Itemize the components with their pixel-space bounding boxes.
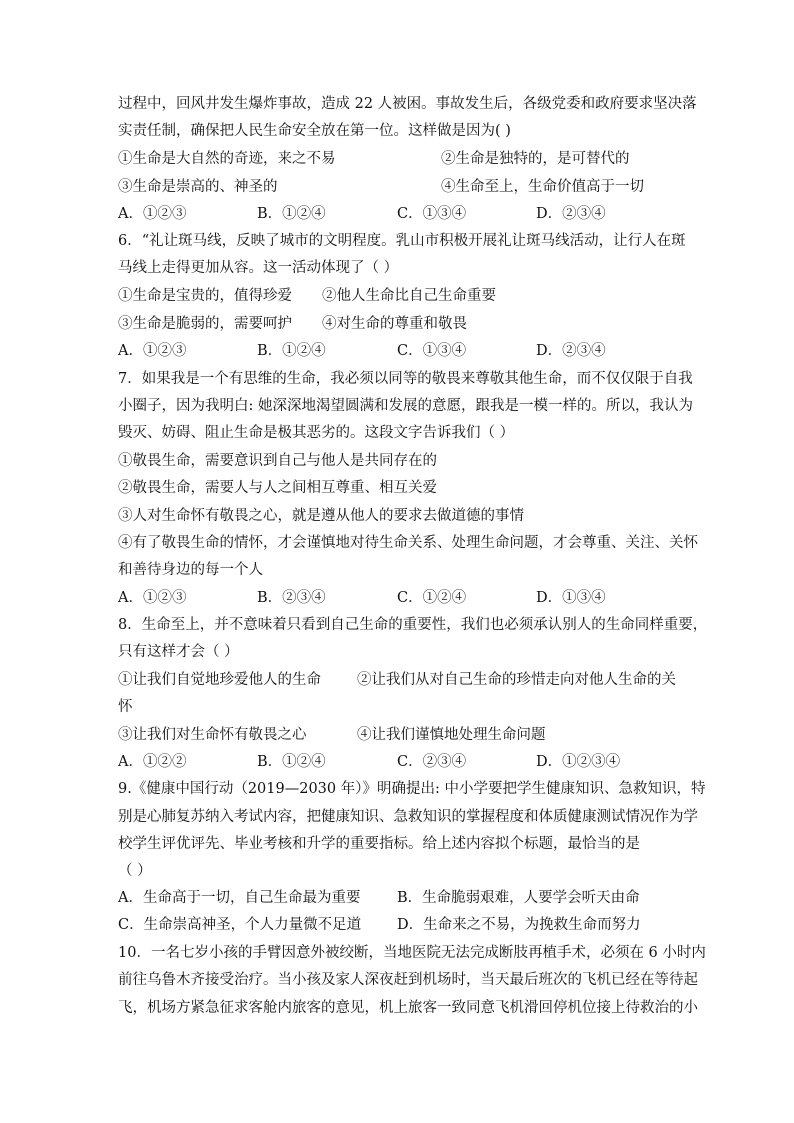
q9-choice-d: D．生命来之不易，为挽救生命而努力 bbox=[397, 917, 641, 933]
q6-choice-c: C．①③④ bbox=[397, 343, 467, 359]
q5-choice-c: C．①③④ bbox=[397, 206, 467, 222]
q10-stem-line-1: 10．一名七岁小孩的手臂因意外被绞断，当地医院无法完成断肢再植手术，必须在 6 小时内 bbox=[118, 945, 706, 961]
q7-statement-4-line-1: ④有了敬畏生命的情怀，才会谨慎地对待生命关系、处理生命问题，才会尊重、关注、关怀 bbox=[118, 535, 698, 551]
q8-stem-line-1: 8．生命至上，并不意味着只看到自己生命的重要性，我们也必须承认别人的生命同样重要， bbox=[118, 617, 708, 633]
q9-choice-c: C．生命崇高神圣，个人力量微不足道 bbox=[118, 917, 362, 933]
q8-statement-3: ③让我们对生命怀有敬畏之心 bbox=[118, 727, 307, 743]
q9-stem-line-2: 别是心肺复苏纳入考试内容，把健康知识、急救知识的掌握程度和体质健康测试情况作为学 bbox=[118, 809, 698, 825]
q5-choice-a: A．①②③ bbox=[118, 206, 187, 222]
q6-choice-b: B．①②④ bbox=[257, 343, 326, 359]
q6-statement-3: ③生命是脆弱的，需要呵护 bbox=[118, 316, 292, 332]
q6-choice-a: A．①②③ bbox=[118, 343, 187, 359]
q8-stem-line-2: 只有这样才会（ ） bbox=[118, 644, 239, 660]
q5-choice-d: D．②③④ bbox=[536, 206, 606, 222]
q7-choice-c: C．①②④ bbox=[397, 590, 467, 606]
q7-statement-2: ②敬畏生命，需要人与人之间相互尊重、相互关爱 bbox=[118, 480, 437, 496]
q5-choice-b: B．①②④ bbox=[257, 206, 326, 222]
q9-choice-a: A．生命高于一切，自己生命最为重要 bbox=[118, 890, 361, 906]
q8-choice-d: D．①②③④ bbox=[536, 754, 621, 770]
q8-choice-c: C．②③④ bbox=[397, 754, 467, 770]
q8-choice-a: A．①②② bbox=[118, 754, 187, 770]
q7-choice-a: A．①②③ bbox=[118, 590, 187, 606]
q9-stem-line-1: 9.《健康中国行动（2019—2030 年）》明确提出: 中小学要把学生健康知识、急救知识，特 bbox=[118, 781, 706, 797]
q8-statement-1: ①让我们自觉地珍爱他人的生命 bbox=[118, 672, 321, 688]
q7-statement-1: ①敬畏生命，需要意识到自己与他人是共同存在的 bbox=[118, 453, 437, 469]
q5-stem-line-2: 实责任制，确保把人民生命安全放在第一位。这样做是因为( ) bbox=[118, 123, 511, 139]
q5-stem-line-1: 过程中，回风井发生爆炸事故，造成 22 人被困。事故发生后，各级党委和政府要求坚决落 bbox=[118, 96, 697, 112]
q6-choice-d: D．②③④ bbox=[536, 343, 606, 359]
q6-stem-line-1: 6．“礼让斑马线，反映了城市的文明程度。乳山市积极开展礼让斑马线活动，让行人在斑 bbox=[118, 233, 686, 249]
q8-statement-2-line-1: ②让我们从对自己生命的珍惜走向对他人生命的关 bbox=[357, 672, 676, 688]
q7-stem-line-3: 毁灭、妨碍、阻止生命是极其恶劣的。这段文字告诉我们（ ） bbox=[118, 425, 515, 441]
q6-statement-1: ①生命是宝贵的，值得珍爱 bbox=[118, 288, 292, 304]
q5-statement-2: ②生命是独特的，是可替代的 bbox=[441, 151, 630, 167]
q7-statement-3: ③人对生命怀有敬畏之心，就是遵从他人的要求去做道德的事情 bbox=[118, 508, 524, 524]
q7-choice-d: D．①③④ bbox=[536, 590, 606, 606]
q10-stem-line-2: 前往乌鲁木齐接受治疗。当小孩及家人深夜赶到机场时，当天最后班次的飞机已经在等待起 bbox=[118, 972, 698, 988]
q6-statement-4: ④对生命的尊重和敬畏 bbox=[322, 316, 467, 332]
q6-stem-line-2: 马线上走得更加从容。这一活动体现了（ ） bbox=[118, 260, 399, 276]
q7-stem-line-2: 小圈子，因为我明白: 她深深地渴望圆满和发展的意愿，跟我是一模一样的。所以，我认为 bbox=[118, 398, 693, 414]
q8-statement-2-line-2: 怀 bbox=[118, 699, 133, 715]
q5-statement-3: ③生命是崇高的、神圣的 bbox=[118, 179, 278, 195]
q8-statement-4: ④让我们谨慎地处理生命问题 bbox=[357, 727, 546, 743]
q5-statement-1: ①生命是大自然的奇迹，来之不易 bbox=[118, 151, 336, 167]
q7-choice-b: B．②③④ bbox=[257, 590, 326, 606]
q7-statement-4-line-2: 和善待身边的每一个人 bbox=[118, 562, 263, 578]
q9-stem-line-4: （ ） bbox=[118, 863, 152, 879]
q10-stem-line-3: 飞，机场方紧急征求客舱内旅客的意见，机上旅客一致同意飞机滑回停机位接上待救治的小 bbox=[118, 1000, 698, 1016]
q6-statement-2: ②他人生命比自己生命重要 bbox=[322, 288, 496, 304]
q8-choice-b: B．①②④ bbox=[257, 754, 326, 770]
q5-statement-4: ④生命至上，生命价值高于一切 bbox=[441, 179, 644, 195]
q9-stem-line-3: 校学生评优评先、毕业考核和升学的重要指标。给上述内容拟个标题，最恰当的是 bbox=[118, 836, 640, 852]
q7-stem-line-1: 7．如果我是一个有思维的生命，我必须以同等的敬畏来尊敬其他生命，而不仅仅限于自我 bbox=[118, 371, 693, 387]
q9-choice-b: B．生命脆弱艰难，人要学会听天由命 bbox=[397, 890, 640, 906]
